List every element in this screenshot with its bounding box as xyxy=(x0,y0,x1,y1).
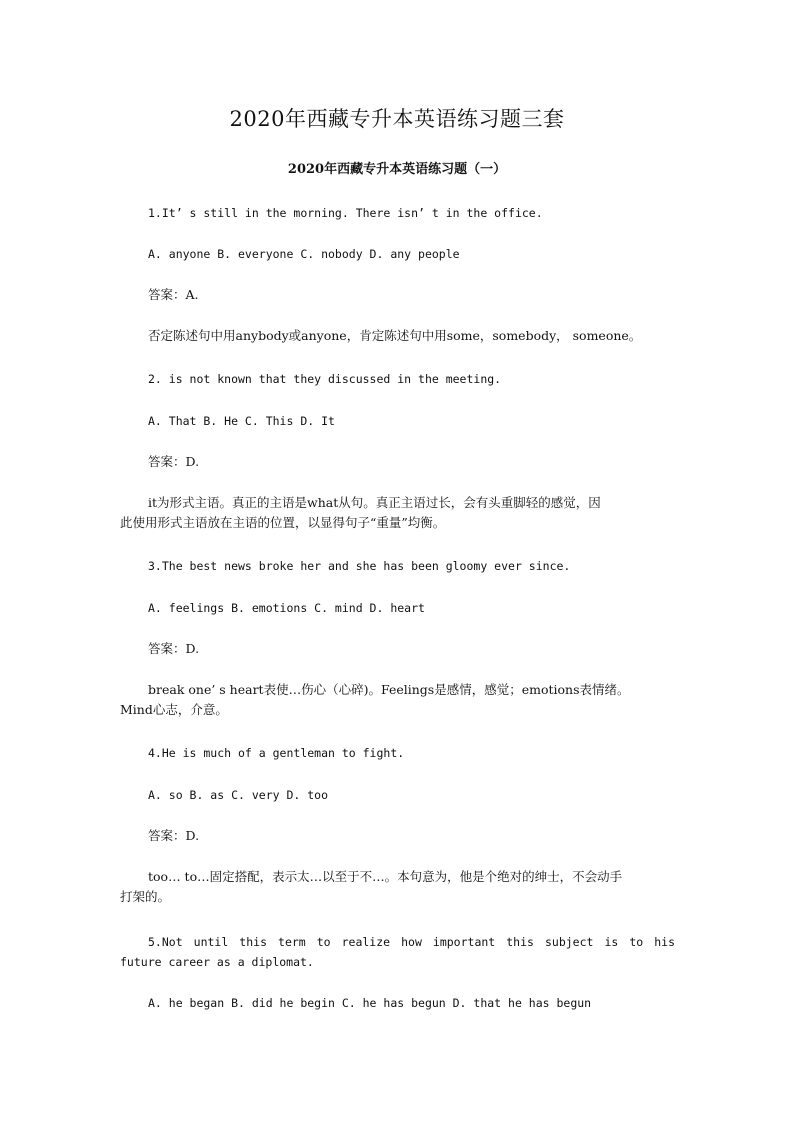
explanation-text: 打架的。 xyxy=(120,889,171,904)
answer-label: 答案：A. xyxy=(148,287,199,302)
answer-label: 答案：D. xyxy=(148,641,200,656)
explanation-text: break one’ s heart表使…伤心（心碎)。Feelings是感情，感觉；emotions表情绪。 xyxy=(148,682,630,697)
question-stem: 1.It’ s still in the morning. There isn’ t in the office. xyxy=(148,206,543,220)
question-options: A. anyone B. everyone C. nobody D. any people xyxy=(148,247,460,261)
question-options: A. That B. He C. This D. It xyxy=(148,414,335,428)
answer-label: 答案：D. xyxy=(148,454,200,469)
explanation-text: Mind心志，介意。 xyxy=(120,702,228,717)
section-title: 2020年西藏专升本英语练习题（一） xyxy=(287,162,507,177)
explanation-text: 否定陈述句中用anybody或anyone，肯定陈述句中用some，somebody， someone。 xyxy=(148,328,642,343)
question-stem: 3.The best news broke her and she has been gloomy ever since. xyxy=(148,559,571,573)
question-options: A. so B. as C. very D. too xyxy=(148,788,329,802)
question-options: A. feelings B. emotions C. mind D. heart xyxy=(148,601,425,615)
explanation-text: too… to…固定搭配，表示太…以至于不…。本句意为，他是个绝对的绅士，不会动手 xyxy=(148,869,623,884)
question-options: A. he began B. did he begin C. he has begun D. that he has begun xyxy=(148,996,592,1010)
question-stem: 5.Not until this term to realize how important this subject is to his xyxy=(148,935,675,949)
question-stem: 4.He is much of a gentleman to fight. xyxy=(148,746,405,760)
document-title: 2020年西藏专升本英语练习题三套 xyxy=(229,107,565,131)
question-stem: 2. is not known that they discussed in the meeting. xyxy=(148,372,502,386)
answer-label: 答案：D. xyxy=(148,828,200,843)
explanation-text: it为形式主语。真正的主语是what从句。真正主语过长，会有头重脚轻的感觉，因 xyxy=(148,495,601,510)
explanation-text: 此使用形式主语放在主语的位置，以显得句子“重量”均衡。 xyxy=(120,515,446,530)
question-stem-continued: future career as a diplomat. xyxy=(120,955,314,969)
